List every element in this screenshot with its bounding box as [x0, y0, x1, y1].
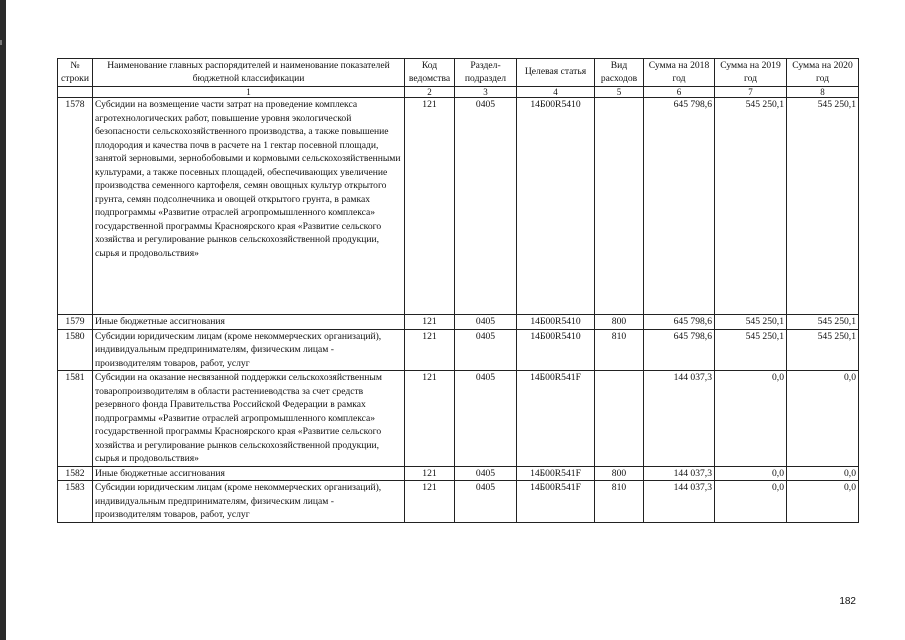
column-number: 4: [517, 87, 595, 98]
table-row: [58, 481, 859, 523]
row-sum-2019: 545 250,1: [715, 329, 787, 371]
table-row: [58, 371, 859, 467]
header-target: Целевая статья: [517, 59, 595, 87]
row-department: 121: [405, 481, 455, 523]
column-number: 5: [595, 87, 644, 98]
row-sum-2018: 645 798,6: [644, 315, 715, 330]
header-department: Код ведомства: [405, 59, 455, 87]
scan-edge-notch: [0, 40, 2, 45]
column-number: [58, 87, 93, 98]
row-sum-2018: 144 037,3: [644, 466, 715, 481]
row-sum-2018: 645 798,6: [644, 98, 715, 315]
row-sum-2019: 545 250,1: [715, 98, 787, 315]
row-expense-type: [595, 98, 644, 315]
row-sum-2019: 0,0: [715, 466, 787, 481]
row-target: 14Б00R5410: [517, 329, 595, 371]
table-row: [58, 466, 859, 481]
row-department: 121: [405, 466, 455, 481]
row-target: 14Б00R5410: [517, 315, 595, 330]
row-section: 0405: [455, 481, 517, 523]
page-number: 182: [839, 596, 856, 607]
row-section: 0405: [455, 329, 517, 371]
row-target: 14Б00R5410: [517, 98, 595, 315]
table-row: [58, 315, 859, 330]
row-sum-2018: 645 798,6: [644, 329, 715, 371]
row-name: Субсидии юридическим лицам (кроме некоммерческих организаций), индивидуальным предпринимателям, физическим лицам - производителям товаров, работ, услуг: [93, 481, 405, 523]
row-sum-2020: 0,0: [787, 481, 859, 523]
row-department: 121: [405, 315, 455, 330]
row-department: 121: [405, 98, 455, 315]
row-number: 1583: [58, 481, 93, 523]
row-section: 0405: [455, 371, 517, 467]
row-sum-2019: 545 250,1: [715, 315, 787, 330]
header-expense-type: Вид расходов: [595, 59, 644, 87]
header-name: Наименование главных распорядителей и наименование показателей бюджетной классификации: [93, 59, 405, 87]
row-sum-2020: 0,0: [787, 466, 859, 481]
row-name: Субсидии на оказание несвязанной поддержки сельскохозяйственным товаропроизводителям в области растениеводства за счет средств резервного фонда Правительства Российской Федерации в рамках подпрограммы «Развитие отраслей агропромышленного комплекса» государственной программы Красноярского края «Развитие сельского хозяйства и регулирование рынков сельскохозяйственной продукции, сырья и продовольствия»: [93, 371, 405, 467]
budget-table: [57, 58, 859, 523]
row-department: 121: [405, 329, 455, 371]
row-number: 1579: [58, 315, 93, 330]
row-expense-type: [595, 371, 644, 467]
table-row: [58, 329, 859, 371]
table-row: [58, 98, 859, 315]
column-number: 1: [93, 87, 405, 98]
column-number: 3: [455, 87, 517, 98]
column-number: 2: [405, 87, 455, 98]
scan-edge-mark: [0, 0, 6, 640]
column-number: 6: [644, 87, 715, 98]
row-number: 1581: [58, 371, 93, 467]
row-sum-2020: 0,0: [787, 371, 859, 467]
row-sum-2018: 144 037,3: [644, 371, 715, 467]
row-target: 14Б00R541F: [517, 371, 595, 467]
row-name: Субсидии на возмещение части затрат на проведение комплекса агротехнологических работ, повышение уровня экологической безопасности сельскохозяйственного производства, а также повышение плодородия и качества почв в расчете на 1 гектар посевной площади, занятой зерновыми, зернобобовыми и кормовыми сельскохозяйственными культурами, а также посевных площадей, обеспечивающих увеличение производства семенного картофеля, семян овощных культур открытого грунта, семян подсолнечника и овощей открытого грунта, в рамках подпрограммы «Развитие отраслей агропромышленного комплекса» государственной программы Красноярского края «Развитие сельского хозяйства и регулирование рынков сельскохозяйственной продукции, сырья и продовольствия»: [93, 98, 405, 315]
row-number: 1582: [58, 466, 93, 481]
row-name: Иные бюджетные ассигнования: [93, 466, 405, 481]
row-expense-type: 800: [595, 466, 644, 481]
row-sum-2018: 144 037,3: [644, 481, 715, 523]
row-expense-type: 810: [595, 329, 644, 371]
column-number-row: [58, 87, 859, 98]
row-number: 1580: [58, 329, 93, 371]
row-sum-2019: 0,0: [715, 481, 787, 523]
row-section: 0405: [455, 98, 517, 315]
table-header-row: [58, 59, 859, 87]
row-sum-2020: 545 250,1: [787, 329, 859, 371]
row-sum-2020: 545 250,1: [787, 315, 859, 330]
row-expense-type: 810: [595, 481, 644, 523]
row-number: 1578: [58, 98, 93, 315]
header-section: Раздел-подраздел: [455, 59, 517, 87]
row-expense-type: 800: [595, 315, 644, 330]
row-target: 14Б00R541F: [517, 466, 595, 481]
column-number: 7: [715, 87, 787, 98]
header-sum-2019: Сумма на 2019 год: [715, 59, 787, 87]
header-sum-2020: Сумма на 2020 год: [787, 59, 859, 87]
row-section: 0405: [455, 315, 517, 330]
header-sum-2018: Сумма на 2018 год: [644, 59, 715, 87]
row-target: 14Б00R541F: [517, 481, 595, 523]
row-name: Иные бюджетные ассигнования: [93, 315, 405, 330]
row-section: 0405: [455, 466, 517, 481]
row-name: Субсидии юридическим лицам (кроме некоммерческих организаций), индивидуальным предпринимателям, физическим лицам - производителям товаров, работ, услуг: [93, 329, 405, 371]
row-sum-2019: 0,0: [715, 371, 787, 467]
header-row-number: № строки: [58, 59, 93, 87]
row-sum-2020: 545 250,1: [787, 98, 859, 315]
row-department: 121: [405, 371, 455, 467]
column-number: 8: [787, 87, 859, 98]
